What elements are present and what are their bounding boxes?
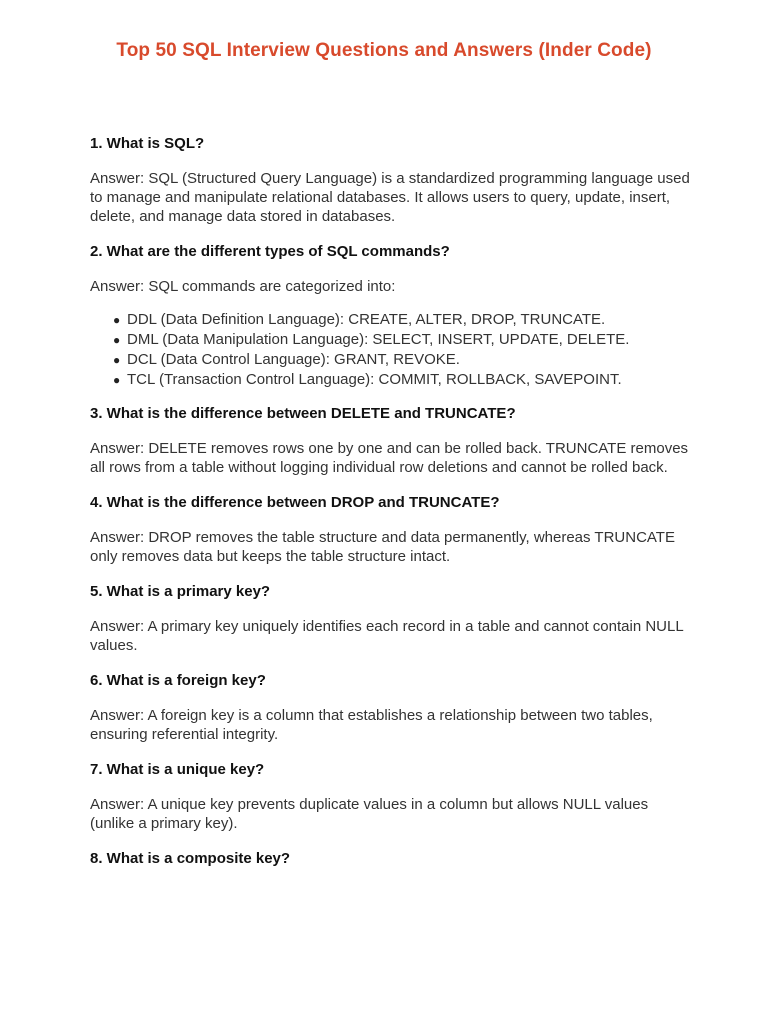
list-item-text: DML (Data Manipulation Language): SELECT, INSERT, UPDATE, DELETE. — [127, 331, 630, 348]
question-heading: 1. What is SQL? — [90, 135, 205, 152]
question-heading: 7. What is a unique key? — [90, 761, 265, 778]
bullet-icon: ● — [113, 373, 121, 387]
list-item-text: DCL (Data Control Language): GRANT, REVOKE. — [127, 351, 460, 368]
answer-text: Answer: A primary key uniquely identifies each record in a table and cannot contain NULL values. — [90, 618, 684, 654]
list-item-text: TCL (Transaction Control Language): COMMIT, ROLLBACK, SAVEPOINT. — [127, 371, 622, 388]
section-3 — [90, 404, 690, 477]
question-heading: 2. What are the different types of SQL commands? — [90, 243, 450, 260]
section-8 — [90, 849, 690, 868]
answer-text: Answer: SQL (Structured Query Language) is a standardized programming language used to manage and manipulate relational databases. It allows users to query, update, insert, delete, and manage data stored in databases. — [90, 170, 690, 225]
section-1 — [90, 134, 690, 226]
list-item — [90, 350, 690, 370]
question-heading: 5. What is a primary key? — [90, 583, 271, 600]
question-heading: 6. What is a foreign key? — [90, 672, 266, 689]
list-item-text: DDL (Data Definition Language): CREATE, ALTER, DROP, TRUNCATE. — [127, 311, 606, 328]
list-item — [90, 370, 690, 390]
document-content — [90, 134, 690, 868]
section-5 — [90, 582, 690, 655]
answer-text: Answer: DROP removes the table structure and data permanently, whereas TRUNCATE only removes data but keeps the table structure intact. — [90, 529, 675, 565]
section-2 — [90, 242, 690, 390]
bullet-list — [90, 310, 690, 390]
bullet-icon: ● — [113, 353, 121, 367]
answer-text: Answer: A foreign key is a column that establishes a relationship between two tables, ensuring referential integrity. — [90, 707, 653, 743]
question-heading: 8. What is a composite key? — [90, 850, 291, 867]
answer-text: Answer: DELETE removes rows one by one and can be rolled back. TRUNCATE removes all rows from a table without logging individual row deletions and cannot be rolled back. — [90, 440, 689, 476]
section-4 — [90, 493, 690, 566]
section-7 — [90, 760, 690, 833]
page-title: Top 50 SQL Interview Questions and Answers (Inder Code) — [116, 40, 652, 61]
list-item — [90, 330, 690, 350]
bullet-icon: ● — [113, 333, 121, 347]
list-item — [90, 310, 690, 330]
answer-text: Answer: SQL commands are categorized into: — [90, 278, 396, 295]
section-6 — [90, 671, 690, 744]
answer-text: Answer: A unique key prevents duplicate values in a column but allows NULL values (unlike a primary key). — [90, 796, 649, 832]
bullet-icon: ● — [113, 313, 121, 327]
question-heading: 3. What is the difference between DELETE and TRUNCATE? — [90, 405, 516, 422]
question-heading: 4. What is the difference between DROP and TRUNCATE? — [90, 494, 500, 511]
